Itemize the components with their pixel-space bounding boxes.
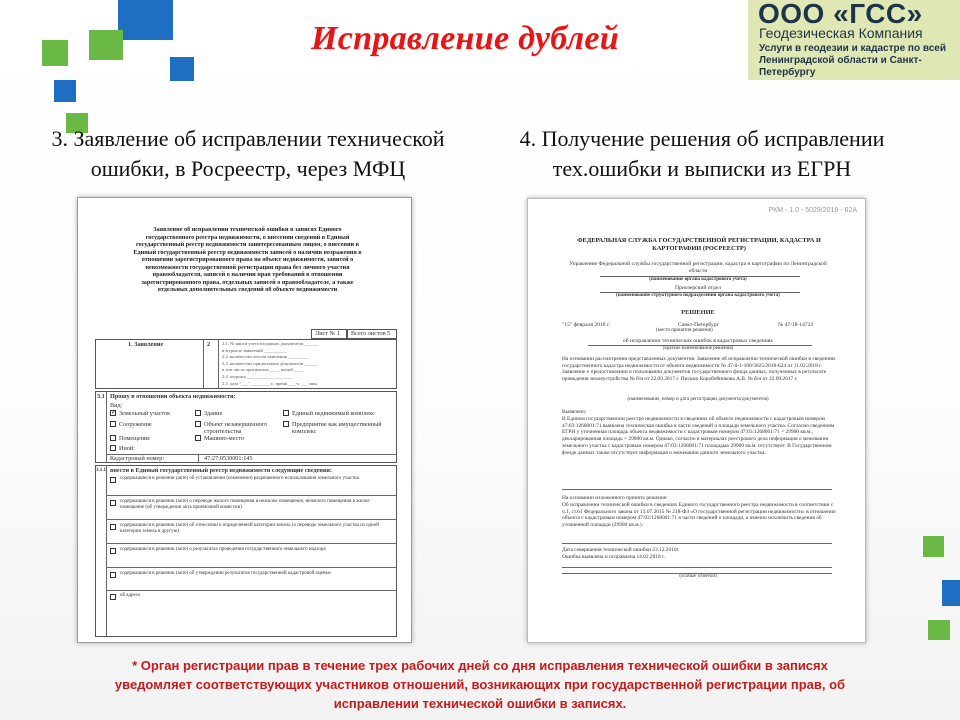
checkbox-complex[interactable] xyxy=(283,410,289,416)
subject-caption: (краткое наименование решения) xyxy=(662,346,734,351)
kind-land-plot: Земельный участок xyxy=(119,410,171,417)
option-divider xyxy=(106,495,397,496)
logo-tagline: Услуги в геодезии и кадастре по всей Ленинградской области и Санкт-Петербургу xyxy=(759,43,947,78)
kind-other: Иной: xyxy=(119,445,135,452)
checkbox-parking[interactable] xyxy=(195,435,201,441)
findings-underline xyxy=(562,489,832,490)
sheets-total-box xyxy=(347,329,397,339)
row311-title: внести в Единый государственный реестр недвижимости следующие сведения: xyxy=(110,467,332,474)
footnote: * Орган регистрации прав в течение трех рабочих дней со дня исправления технической ошибки в записях уведомляет соответствующих участников отношений, возникающих при государственной регистрации прав, об исправлении технической ошибки в записях. xyxy=(114,658,846,711)
decor-square-green-5 xyxy=(928,620,950,640)
section1-lines xyxy=(222,341,392,387)
kind-building: Здание xyxy=(204,410,223,417)
findings-title: Выявлено: xyxy=(562,409,587,415)
decision-title: РЕШЕНИЕ xyxy=(681,309,715,316)
section1-line: 2.5. дата "___" ________ г., время ___ ч. ___ мин. xyxy=(222,380,319,386)
cadastral-value: 47:27:0530001:145 xyxy=(204,455,253,462)
unit-name: Приозерский отдел xyxy=(675,285,721,291)
option-text-1: содержащиеся в решении (акте) об установлении (изменении) разрешенного использования земельного участка xyxy=(120,476,359,481)
decision-document-scan xyxy=(527,198,866,643)
checkbox-unfinished[interactable] xyxy=(195,421,201,427)
completion-date: Дата совершения технической ошибки 23.12.2010г. xyxy=(562,547,680,553)
section1-line: 2.2. количество листов заявления _________ xyxy=(222,354,309,360)
logo-subtitle: Геодезическая Компания xyxy=(759,25,923,41)
logo-company-name: ООО «ГСС» xyxy=(758,0,923,29)
findings-text: В Едином государственном реестре недвижимости в сведениях об объекте недвижимости с кадастровым номером 47:03:1268001:71 выявлена техническая ошибка в части сведений о площади земельного участка. Согласно сведениям ЕГРН у уточненная площадь объекта недвижимости с кадастровым номером 47:03:1268001:71 = 29900 кв.м., декларированная площадь = 29900 кв.м. Однако, согласно в материалах реестрового дела информация о межевании земельного участка с кадастровым номером 47:03:1268001:71 площадью 29900 кв.м. отсутствует. В Государственном фонде данных также отсутствует информация о межевании данного земельного участка. xyxy=(562,416,835,456)
form-heading: Заявление об исправлении технической ошибки в записях Единого государственного реестра недвижимости, о внесении сведений в Единый государственный реестр недвижимости заинтересованным лицом, о внесении в Единый государственный реестр недвижимости записей о наличии возражения в отношении зарегистрированного права на объект недвижимости, записей о невозможности государственной регистрации права без личного участия правообладателя, записей о наличии прав требований в отношении зарегистрированного права, отдельных записей о правообладателе, а также отдельных дополнительных сведений об объекте недвижимости xyxy=(133,226,362,293)
decor-square-green-1 xyxy=(42,40,68,66)
section1-line: в журнале заявлений __________ xyxy=(222,347,288,353)
decision-number: № 47/18-14722 xyxy=(778,322,814,328)
unit-caption: (наименование структурного подразделения органа кадастрового учета) xyxy=(616,293,780,298)
kind-complex: Единый недвижимый комплекс xyxy=(292,410,375,417)
option-checkbox-6[interactable] xyxy=(110,594,116,600)
section1-line: 2.3. количество прилагаемых документов ______ xyxy=(222,360,318,366)
basis-caption: (наименование, номер и дата регистрации документа/документов) xyxy=(627,397,769,402)
corrected-date: Ошибка выявлена и исправлена 14.02.2018 г. xyxy=(562,554,665,560)
kind-premises: Помещение xyxy=(119,435,150,442)
option-divider xyxy=(106,543,397,544)
row31-title: Прошу в отношении объекта недвижимости: xyxy=(110,393,236,400)
option-checkbox-5[interactable] xyxy=(110,572,116,578)
checkbox-enterprise[interactable] xyxy=(283,421,289,427)
section1-line: 2.4. подпись ____________________ xyxy=(222,373,294,379)
body-caption: (наименование органа кадастрового учета) xyxy=(649,277,747,282)
kind-unfinished: Объект незавершенного строительства xyxy=(204,421,268,436)
option-checkbox-1[interactable] xyxy=(110,477,116,483)
kind-structure: Сооружение xyxy=(119,421,152,428)
sign-caption: (особые отметки) xyxy=(679,574,717,579)
cadastral-divider xyxy=(198,454,199,463)
application-form-scan xyxy=(77,197,412,643)
decor-square-blue-big xyxy=(118,0,173,40)
section1-line: 2.1. № книги учета входящих документов ______ xyxy=(222,341,319,346)
decision-city: Санкт-Петербург xyxy=(678,322,719,328)
row31-num: 3.1 xyxy=(97,393,105,400)
resolution-text: Об исправлении технической ошибки в сведениях Единого государственного реестра недвижимости в соответствии с ч.1, ст.61 Федерального закона от 13.07.2015 № 218-ФЗ «О государственной регистрации недвижимости» в отношении объекта с кадастровым номером 47:03:1268001:71 в части сведений о площади, а именно исключить сведения об уточненной площади (29900 кв.м.). xyxy=(562,502,836,529)
decor-square-blue-3 xyxy=(170,57,194,81)
resolution-underline xyxy=(562,543,832,544)
sheet-number: Лист № 1 xyxy=(315,330,341,337)
option-text-5: содержащиеся в решении (акте) об утверждении результатов государственной кадастровой оценки xyxy=(120,571,331,576)
resolution-title: На основании изложенного принято решение: xyxy=(562,495,668,501)
option-divider xyxy=(106,519,397,520)
checkbox-premises[interactable] xyxy=(110,435,116,441)
section1-num: 2 xyxy=(207,341,211,348)
option-text-3: содержащиеся в решении (акте) об отнесении к определенной категории земель (о переводе земельного участка из одной категории земель в другую) xyxy=(120,523,379,535)
checkbox-land-plot[interactable]: ✓ xyxy=(111,410,117,416)
option-checkbox-2[interactable] xyxy=(110,500,116,506)
section1-label: 1. Заявление xyxy=(128,341,164,348)
decor-square-blue-4 xyxy=(942,580,960,606)
checkbox-structure[interactable] xyxy=(110,421,116,427)
option-divider xyxy=(106,590,397,591)
section1-line: в том числе оригиналов ____, копий ____ xyxy=(222,367,304,373)
option-text-2: содержащиеся в решении (акте) о переводе жилого помещения в нежилое помещение, нежилого помещения в жилое помещение (об утверждении акта приемочной комиссии) xyxy=(120,499,370,511)
option-text-4: содержащиеся в решении (акте) о результатах проведения государственного земельного надзора xyxy=(120,547,326,552)
checkbox-other[interactable] xyxy=(110,445,116,451)
sheet-number-box xyxy=(311,329,347,339)
object-num-divider xyxy=(106,391,107,463)
option-text-6: об адресе xyxy=(120,593,141,598)
agency-name: ФЕДЕРАЛЬНАЯ СЛУЖБА ГОСУДАРСТВЕННОЙ РЕГИСТРАЦИИ, КАДАСТРА И КАРТОГРАФИИ (РОСРЕЕСТР) xyxy=(577,237,821,252)
step4-caption: 4. Получение решения об исправлении тех.ошибки и выписки из ЕГРН xyxy=(519,126,885,181)
info-num-divider xyxy=(106,465,107,637)
step3-caption: 3. Заявление об исправлении технической ошибки, в Росреестр, через МФЦ xyxy=(51,126,445,181)
option-divider xyxy=(106,567,397,568)
decision-subject: об исправлении технических ошибок в кадастровых сведениях xyxy=(622,338,774,344)
registration-divider xyxy=(203,339,204,389)
kind-parking: Машино-место xyxy=(204,435,245,442)
checkbox-building[interactable] xyxy=(195,410,201,416)
body-name: Управление Федеральной службы государственной регистрации, кадастра и картографии по Ленинградской области xyxy=(569,261,827,274)
decor-square-green-2 xyxy=(89,30,123,60)
option-checkbox-3[interactable] xyxy=(110,524,116,530)
registration-stamp: РКМ - 1.0 - 5029/2018 - 62А xyxy=(768,207,857,214)
sheets-total: Всего листов 5 xyxy=(351,330,391,337)
cadastral-label: Кадастровый номер: xyxy=(110,455,165,462)
kind-label: Вид: xyxy=(110,402,123,409)
slide-title: Исправление дублей xyxy=(310,20,620,57)
decision-date: "15" февраля 2018 г. xyxy=(562,322,611,328)
decor-square-blue-2 xyxy=(54,80,76,102)
registration-divider-2 xyxy=(218,339,219,389)
decision-basis: На основании рассмотрения представленных документов: Заявление об исправлении технической ошибки в сведениях государственного кадастра недвижимости от объекта недвижимости № 47-0-1-100/3025/2018-624 от 11.02.2018 г. Заявление о предоставлении и пользовании документов государственного фонда данных, полученных в результате проведения землеустройства № б/н от 22.09.2017 г. Письмо Коробейникова А.В. № б/н от 22.09.2017 г. xyxy=(562,356,836,383)
option-checkbox-4[interactable] xyxy=(110,548,116,554)
kind-enterprise: Предприятие как имущественный комплекс xyxy=(292,421,382,436)
city-caption: (место принятия решения) xyxy=(656,328,713,333)
row311-num: 3.1.1 xyxy=(96,468,106,473)
decor-square-green-4 xyxy=(923,536,944,557)
sign-underline-1 xyxy=(562,567,832,568)
